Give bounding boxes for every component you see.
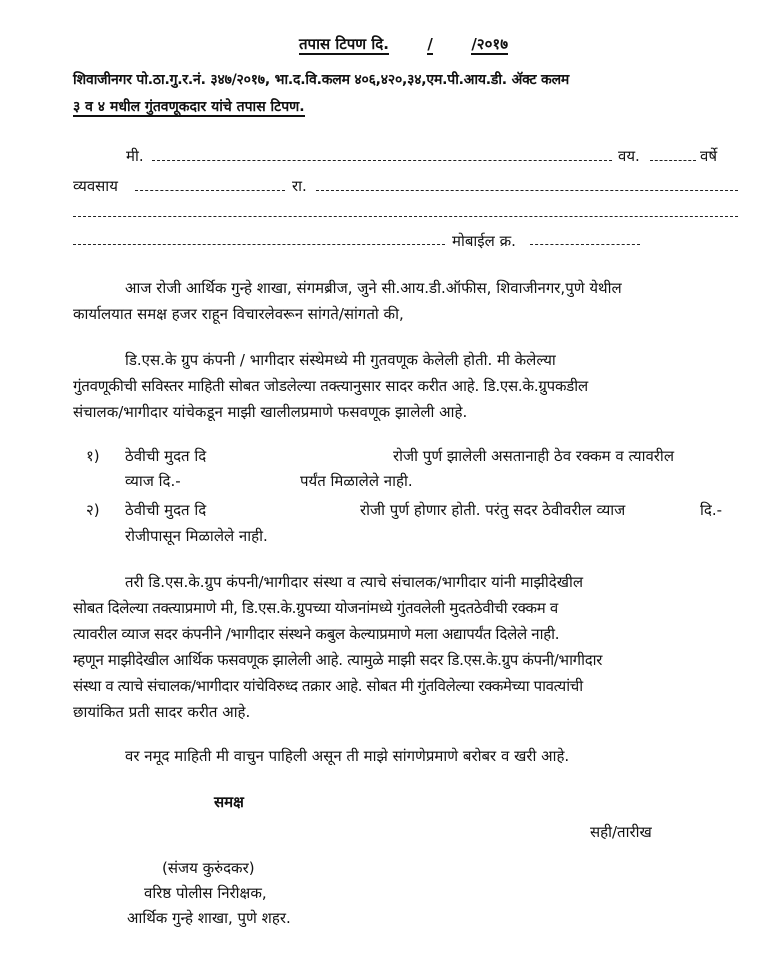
case-title-line2: [73, 97, 305, 117]
item1-text-a2: रोजी पुर्ण झालेली असतानाही ठेव रक्कम व त्यावरील: [393, 447, 674, 465]
age-blank: [650, 160, 696, 161]
occupation-label: व्यवसाय: [73, 177, 118, 195]
para3-line2: सोबत दिलेल्या तक्त्याप्रमाणे मी, डि.एस.के.ग्रुपच्या योजनांमध्ये गुंतवलेली मुदतठेवीची रक्कम व: [73, 599, 558, 617]
para1-line1: आज रोजी आर्थिक गुन्हे शाखा, संगमब्रीज, जुने सी.आय.डी.ऑफीस, शिवाजीनगर,पुणे येथील: [125, 279, 622, 297]
document-heading: [299, 34, 508, 54]
para3-line4: म्हणून माझीदेखील आर्थिक फसवणूक झालेली आहे. त्यामुळे माझी सदर डि.एस.के.ग्रुप कंपनी/भागीदार: [73, 651, 603, 669]
para2-line1: डि.एस.के ग्रुप कंपनी / भागीदार संस्थेमध्ये मी गुतवणूक केलेली होती. मी केलेल्या: [125, 351, 556, 369]
years-label: वर्षे: [700, 147, 718, 165]
para3-line3: त्यावरील व्याज सदर कंपनीने /भागीदार संस्थने कबुल केल्याप्रमाणे मला अद्यापर्यंत दिलेले नाही.: [73, 625, 560, 643]
para3-line6: छायांकित प्रती सादर करीत आहे.: [73, 703, 251, 721]
item1-text-a1: ठेवीची मुदत दि: [125, 447, 207, 465]
residence-label: रा.: [292, 177, 307, 195]
name-blank: [152, 160, 612, 161]
para3-line5: संस्था व त्याचे संचालक/भागीदार यांचेविरुध्द तक्रार आहे. सोबत मी गुंतविलेल्या रक्कमेच्या पावत्यांची: [73, 677, 583, 695]
item2-text-a1: ठेवीची मुदत दि: [125, 501, 207, 519]
name-label: मी.: [126, 147, 144, 165]
heading-year: /२०१७: [471, 35, 509, 53]
item2-text-a2: रोजी पुर्ण होणार होती. परंतु सदर ठेवीवरील व्याज: [360, 501, 626, 519]
mobile-label: मोबाईल क्र.: [452, 232, 516, 250]
item2-text-a3: दि.-: [700, 501, 723, 519]
age-label: वय.: [618, 147, 640, 165]
heading-prefix: तपास टिपण दि.: [299, 35, 389, 53]
item2-text-b1: रोजीपासून मिळालेले नाही.: [125, 527, 268, 545]
residence-blank: [316, 190, 738, 191]
samaksh-label: समक्ष: [214, 793, 244, 811]
extra-blank: [73, 244, 445, 245]
para4: वर नमूद माहिती मी वाचुन पाहिली असून ती माझे सांगणेप्रमाणे बरोबर व खरी आहे.: [125, 747, 570, 765]
officer-name: (संजय कुरुंदकर): [162, 859, 255, 877]
address-blank: [73, 216, 738, 217]
case-title-line1: शिवाजीनगर पो.ठा.गु.र.नं. ३४७/२०१७, भा.द.वि.कलम ४०६,४२०,३४,एम.पी.आय.डी. ॲक्ट कलम: [73, 72, 570, 88]
occupation-blank: [135, 190, 285, 191]
para1-line2: कार्यालयात समक्ष हजर राहून विचारलेवरून सांगते/सांगतो की,: [73, 305, 404, 323]
para3-line1: तरी डि.एस.के.ग्रुप कंपनी/भागीदार संस्था व त्याचे संचालक/भागीदार यांनी माझीदेखील: [125, 573, 584, 591]
item1-text-b1: व्याज दि.-: [125, 472, 181, 490]
case-title-line2-text: ३ व ४ मधील गुंतवणूकदार यांचे तपास टिपण.: [73, 99, 305, 115]
mobile-blank: [530, 244, 640, 245]
heading-separator: /: [427, 35, 433, 53]
item1-number: १): [86, 447, 100, 465]
para2-line3: संचालक/भागीदार यांचेकडून माझी खालीलप्रमाणे फसवणूक झालेली आहे.: [73, 403, 468, 421]
officer-department: आर्थिक गुन्हे शाखा, पुणे शहर.: [127, 909, 291, 927]
officer-rank: वरिष्ठ पोलीस निरीक्षक,: [144, 884, 267, 902]
sign-date-label: सही/तारीख: [590, 823, 652, 841]
item1-text-b2: पर्यंत मिळालेले नाही.: [300, 472, 413, 490]
item2-number: २): [86, 501, 100, 519]
para2-line2: गुंतवणूकीची सविस्तर माहिती सोबत जोडलेल्या तक्त्यानुसार सादर करीत आहे. डि.एस.के.ग्रुपकडील: [73, 377, 588, 395]
